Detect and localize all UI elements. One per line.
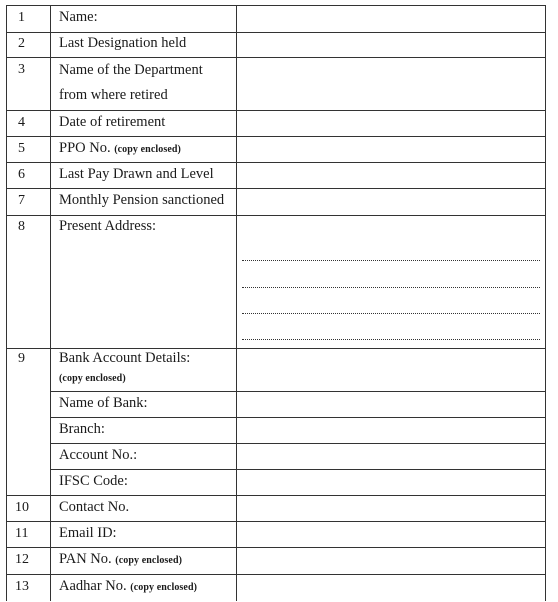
row-number: 12 (15, 552, 29, 567)
row-number: 10 (15, 500, 29, 515)
number-column-divider (50, 5, 51, 601)
contact-label: Contact No. (59, 499, 130, 515)
designation-label: Last Designation held (59, 35, 187, 51)
bank-details-label: Bank Account Details: (59, 350, 191, 366)
bank-name-label: Name of Bank: (59, 395, 148, 411)
row-line (6, 521, 546, 522)
address-dotted-line (242, 287, 540, 288)
email-label: Email ID: (59, 525, 117, 541)
row-line (6, 188, 546, 189)
row-number: 6 (18, 167, 25, 182)
ifsc-label: IFSC Code: (59, 473, 128, 489)
pan-label: PAN No. (copy enclosed) (59, 551, 183, 567)
pensioner-details-form (6, 5, 546, 601)
copy-note: (copy enclosed) (114, 144, 181, 155)
value-column-divider (236, 5, 237, 601)
row-number: 3 (18, 62, 25, 77)
row-number: 4 (18, 115, 25, 130)
row-line (6, 574, 546, 575)
pension-label: Monthly Pension sanctioned (59, 192, 225, 208)
row-number: 9 (18, 351, 25, 366)
branch-label: Branch: (59, 421, 105, 437)
retirement-date-label: Date of retirement (59, 114, 166, 130)
department-label-line1: Name of the Department (59, 62, 203, 78)
copy-note: (copy enclosed) (59, 373, 126, 384)
row-number: 1 (18, 10, 25, 25)
left-border (6, 5, 7, 601)
row-line (6, 57, 546, 58)
row-number: 8 (18, 219, 25, 234)
account-number-label: Account No.: (59, 447, 138, 463)
address-dotted-line (242, 260, 540, 261)
name-label: Name: (59, 9, 98, 25)
row-line (6, 547, 546, 548)
row-line (6, 162, 546, 163)
row-line (6, 348, 546, 349)
row-line (6, 5, 546, 6)
row-number: 5 (18, 141, 25, 156)
copy-note: (copy enclosed) (130, 582, 198, 593)
sub-row-line (50, 391, 546, 392)
row-line (6, 215, 546, 216)
row-line (6, 136, 546, 137)
copy-note: (copy enclosed) (115, 555, 183, 566)
sub-row-line (50, 469, 546, 470)
right-border (545, 5, 546, 601)
address-label: Present Address: (59, 218, 157, 234)
row-line (6, 110, 546, 111)
aadhar-label: Aadhar No. (copy enclosed) (59, 578, 198, 594)
department-label-line2: from where retired (59, 87, 168, 103)
last-pay-label: Last Pay Drawn and Level (59, 166, 214, 182)
sub-row-line (50, 443, 546, 444)
row-number: 7 (18, 193, 25, 208)
row-number: 13 (15, 579, 29, 594)
row-number: 2 (18, 36, 25, 51)
address-dotted-line (242, 339, 540, 340)
row-line (6, 32, 546, 33)
row-line (6, 495, 546, 496)
ppo-label: PPO No. (copy enclosed) (59, 140, 181, 156)
row-number: 11 (15, 526, 29, 541)
address-dotted-line (242, 313, 540, 314)
sub-row-line (50, 417, 546, 418)
